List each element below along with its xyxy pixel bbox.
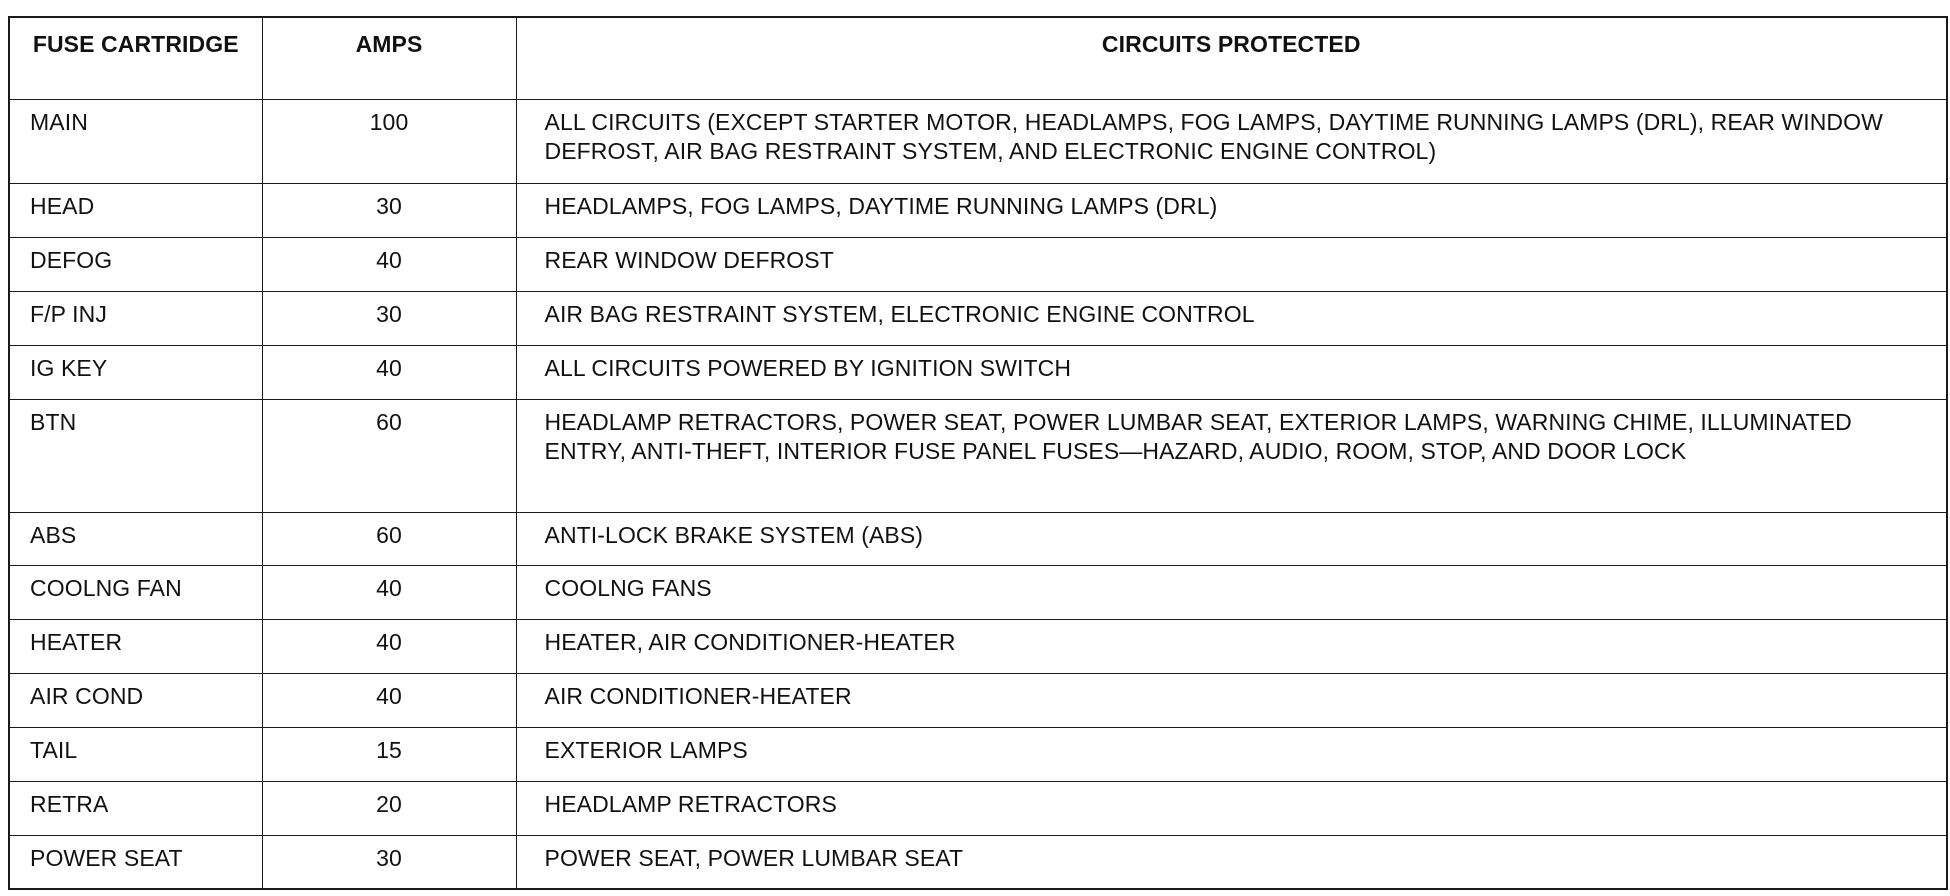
fuse-cell: ABS [9,512,262,566]
fuse-cell: F/P INJ [9,292,262,346]
amps-cell: 40 [262,566,516,620]
fuse-cell: MAIN [9,99,262,184]
table-row [9,238,1947,292]
table-row [9,781,1947,835]
fuse-cell: HEAD [9,184,262,238]
amps-cell: 40 [262,674,516,728]
fuse-cell: DEFOG [9,238,262,292]
amps-cell: 30 [262,835,516,889]
table-row [9,835,1947,889]
amps-cell: 30 [262,292,516,346]
circuits-cell: ALL CIRCUITS POWERED BY IGNITION SWITCH [516,345,1947,399]
table-row [9,99,1947,184]
fuse-cell: BTN [9,399,262,512]
circuits-cell: HEADLAMP RETRACTORS, POWER SEAT, POWER LUMBAR SEAT, EXTERIOR LAMPS, WARNING CHIME, ILLUMINATED ENTRY, ANTI-THEFT, INTERIOR FUSE PANEL FUSES—HAZARD, AUDIO, ROOM, STOP, AND DOOR LOCK [516,399,1947,512]
amps-cell: 100 [262,99,516,184]
amps-cell: 40 [262,238,516,292]
circuits-cell: AIR BAG RESTRAINT SYSTEM, ELECTRONIC ENGINE CONTROL [516,292,1947,346]
table-row [9,184,1947,238]
circuits-cell: POWER SEAT, POWER LUMBAR SEAT [516,835,1947,889]
amps-cell: 40 [262,345,516,399]
table-row [9,345,1947,399]
circuits-cell: HEADLAMPS, FOG LAMPS, DAYTIME RUNNING LAMPS (DRL) [516,184,1947,238]
amps-cell: 60 [262,512,516,566]
fuse-cell: IG KEY [9,345,262,399]
table-header-row [9,17,1947,99]
fuse-table [8,16,1948,890]
circuits-cell: COOLNG FANS [516,566,1947,620]
table-row [9,292,1947,346]
circuits-cell: AIR CONDITIONER-HEATER [516,674,1947,728]
header-amps: AMPS [262,17,516,99]
table-row [9,620,1947,674]
table-row [9,399,1947,512]
table-row [9,512,1947,566]
amps-cell: 30 [262,184,516,238]
fuse-cell: COOLNG FAN [9,566,262,620]
header-fuse-cartridge: FUSE CARTRIDGE [9,17,262,99]
circuits-cell: HEADLAMP RETRACTORS [516,781,1947,835]
amps-cell: 15 [262,727,516,781]
circuits-cell: ALL CIRCUITS (EXCEPT STARTER MOTOR, HEADLAMPS, FOG LAMPS, DAYTIME RUNNING LAMPS (DRL), REAR WINDOW DEFROST, AIR BAG RESTRAINT SYSTEM, AND ELECTRONIC ENGINE CONTROL) [516,99,1947,184]
fuse-cell: AIR COND [9,674,262,728]
header-circuits-protected: CIRCUITS PROTECTED [516,17,1947,99]
circuits-cell: REAR WINDOW DEFROST [516,238,1947,292]
circuits-cell: EXTERIOR LAMPS [516,727,1947,781]
table-row [9,566,1947,620]
fuse-cell: TAIL [9,727,262,781]
table-row [9,674,1947,728]
fuse-cell: POWER SEAT [9,835,262,889]
amps-cell: 40 [262,620,516,674]
fuse-cell: RETRA [9,781,262,835]
circuits-cell: HEATER, AIR CONDITIONER-HEATER [516,620,1947,674]
fuse-cell: HEATER [9,620,262,674]
table-row [9,727,1947,781]
circuits-cell: ANTI-LOCK BRAKE SYSTEM (ABS) [516,512,1947,566]
amps-cell: 60 [262,399,516,512]
amps-cell: 20 [262,781,516,835]
